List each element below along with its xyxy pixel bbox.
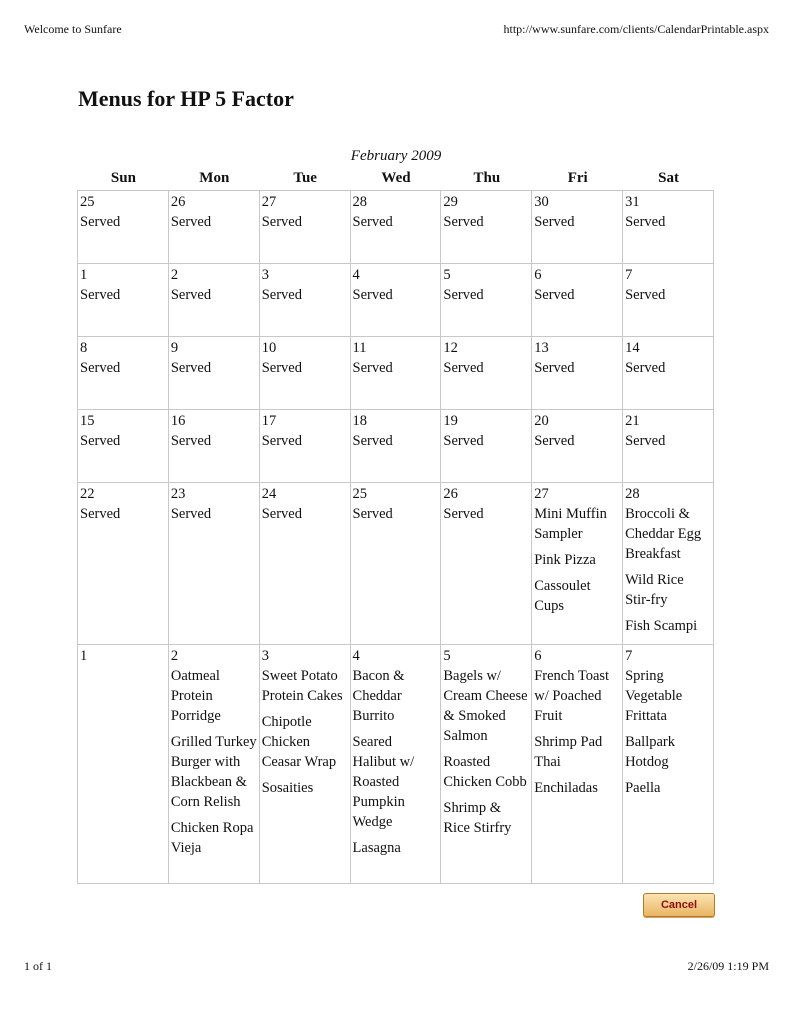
calendar-day-cell bbox=[259, 483, 350, 645]
day-number: 12 bbox=[443, 340, 458, 356]
menu-item: Oatmeal Protein Porridge bbox=[170, 668, 221, 724]
menu-item: Served bbox=[443, 506, 484, 522]
menu-item: Sosaities bbox=[261, 780, 314, 796]
menu-item: Served bbox=[352, 287, 393, 303]
cancel-button[interactable]: Cancel bbox=[643, 893, 715, 917]
day-number: 29 bbox=[443, 194, 458, 210]
calendar-day-cell bbox=[532, 264, 623, 337]
weekday-label: Tue bbox=[293, 170, 317, 186]
calendar-day-cell bbox=[350, 483, 441, 645]
day-number: 2 bbox=[170, 648, 179, 664]
calendar-day-cell bbox=[441, 410, 532, 483]
calendar-day-cell bbox=[259, 264, 350, 337]
menu-item: Served bbox=[352, 214, 393, 230]
menu-item: Grilled Turkey Burger with Blackbean & Corn Relish bbox=[170, 734, 257, 810]
day-number: 13 bbox=[534, 340, 549, 356]
calendar-day-cell bbox=[623, 337, 714, 410]
day-number: 4 bbox=[352, 648, 360, 664]
calendar-day-cell bbox=[532, 483, 623, 645]
menu-item: Chipotle Chicken Ceasar Wrap bbox=[261, 714, 337, 770]
calendar-day-cell bbox=[441, 191, 532, 264]
calendar-week-row bbox=[78, 645, 714, 884]
weekday-header bbox=[78, 170, 714, 187]
day-number: 14 bbox=[625, 340, 640, 356]
day-number: 3 bbox=[261, 267, 269, 283]
calendar-day-cell bbox=[350, 645, 441, 884]
calendar-week-row bbox=[78, 337, 714, 410]
menu-item: Served bbox=[80, 287, 121, 303]
menu-item: Served bbox=[261, 433, 302, 449]
calendar-day-cell bbox=[532, 645, 623, 884]
menu-item: Bagels w/ Cream Cheese & Smoked Salmon bbox=[443, 668, 528, 744]
menu-item: Served bbox=[261, 287, 302, 303]
menu-item: Served bbox=[261, 214, 302, 230]
day-number: 15 bbox=[80, 413, 95, 429]
day-number: 1 bbox=[80, 648, 88, 664]
day-number: 18 bbox=[352, 413, 368, 429]
calendar-day-cell bbox=[259, 337, 350, 410]
menu-item: Served bbox=[534, 214, 575, 230]
print-footer-timestamp: 2/26/09 1:19 PM bbox=[687, 959, 769, 973]
menu-item: Fish Scampi bbox=[625, 618, 698, 634]
day-number: 26 bbox=[443, 486, 458, 502]
day-number: 4 bbox=[352, 267, 360, 283]
menu-item: Served bbox=[170, 360, 212, 376]
menu-item: Served bbox=[625, 287, 666, 303]
day-number: 28 bbox=[625, 486, 640, 502]
calendar-day-cell bbox=[78, 337, 169, 410]
menu-item: Served bbox=[625, 433, 666, 449]
day-number: 5 bbox=[443, 648, 451, 664]
day-number: 24 bbox=[261, 486, 277, 502]
day-number: 1 bbox=[80, 267, 88, 283]
calendar-week-row bbox=[78, 264, 714, 337]
calendar-day-cell bbox=[623, 264, 714, 337]
weekday-label: Wed bbox=[381, 170, 411, 186]
menu-item: Served bbox=[443, 287, 484, 303]
menu-item: Served bbox=[443, 433, 484, 449]
menu-item: Served bbox=[625, 214, 666, 230]
day-number: 3 bbox=[261, 648, 269, 664]
menu-item: Served bbox=[170, 287, 212, 303]
day-number: 17 bbox=[261, 413, 277, 429]
menu-item: Pink Pizza bbox=[534, 552, 596, 568]
day-number: 20 bbox=[534, 413, 549, 429]
menu-item: Served bbox=[352, 433, 393, 449]
menu-item: Spring Vegetable Frittata bbox=[625, 668, 683, 724]
calendar-day-cell bbox=[441, 483, 532, 645]
menu-item: Served bbox=[170, 214, 212, 230]
menu-item: Served bbox=[352, 506, 393, 522]
day-number: 16 bbox=[170, 413, 186, 429]
calendar-day-cell bbox=[623, 645, 714, 884]
day-number: 10 bbox=[261, 340, 277, 356]
menu-item: Wild Rice Stir-fry bbox=[625, 572, 684, 608]
calendar-day-cell bbox=[78, 483, 169, 645]
calendar-day-cell bbox=[168, 191, 259, 264]
menu-item: Enchiladas bbox=[534, 780, 598, 796]
calendar-day-cell bbox=[441, 337, 532, 410]
menu-item: Roasted Chicken Cobb bbox=[443, 754, 527, 790]
day-number: 23 bbox=[170, 486, 186, 502]
day-number: 11 bbox=[352, 340, 367, 356]
day-number: 5 bbox=[443, 267, 451, 283]
menu-item: Served bbox=[170, 506, 212, 522]
day-number: 6 bbox=[534, 267, 542, 283]
menu-item: Served bbox=[261, 506, 302, 522]
menu-item: Served bbox=[534, 433, 575, 449]
day-number: 28 bbox=[352, 194, 368, 210]
calendar-day-cell bbox=[350, 264, 441, 337]
print-header-title: Welcome to Sunfare bbox=[24, 22, 122, 36]
day-number: 7 bbox=[625, 267, 633, 283]
menu-item: Ballpark Hotdog bbox=[625, 734, 675, 770]
day-number: 30 bbox=[534, 194, 549, 210]
menu-item: Shrimp Pad Thai bbox=[534, 734, 603, 770]
weekday-label: Thu bbox=[473, 170, 501, 186]
weekday-label: Fri bbox=[567, 170, 588, 186]
menu-calendar bbox=[77, 190, 714, 884]
print-header-url: http://www.sunfare.com/clients/CalendarPrintable.aspx bbox=[503, 22, 769, 36]
calendar-day-cell bbox=[168, 410, 259, 483]
menu-item: Served bbox=[352, 360, 393, 376]
menu-item: French Toast w/ Poached Fruit bbox=[534, 668, 610, 724]
day-number: 25 bbox=[80, 194, 95, 210]
day-number: 25 bbox=[352, 486, 368, 502]
menu-item: Shrimp & Rice Stirfry bbox=[443, 800, 512, 836]
calendar-day-cell bbox=[623, 483, 714, 645]
menu-item: Served bbox=[80, 433, 121, 449]
menu-item: Cassoulet Cups bbox=[534, 578, 591, 614]
calendar-day-cell bbox=[259, 645, 350, 884]
menu-item: Served bbox=[261, 360, 302, 376]
day-number: 21 bbox=[625, 413, 640, 429]
menu-item: Served bbox=[443, 360, 484, 376]
weekday-label: Mon bbox=[199, 170, 230, 186]
day-number: 9 bbox=[170, 340, 179, 356]
calendar-day-cell bbox=[78, 645, 169, 884]
menu-item: Mini Muffin Sampler bbox=[534, 506, 607, 542]
calendar-day-cell bbox=[623, 410, 714, 483]
calendar-day-cell bbox=[259, 410, 350, 483]
day-number: 2 bbox=[170, 267, 179, 283]
calendar-day-cell bbox=[623, 191, 714, 264]
menu-item: Served bbox=[80, 214, 121, 230]
calendar-day-cell bbox=[259, 191, 350, 264]
calendar-day-cell bbox=[78, 264, 169, 337]
menu-item: Sweet Potato Protein Cakes bbox=[261, 668, 343, 704]
weekday-label: Sun bbox=[110, 170, 136, 186]
day-number: 19 bbox=[443, 413, 458, 429]
calendar-day-cell bbox=[168, 645, 259, 884]
menu-item: Served bbox=[534, 360, 575, 376]
menu-item: Lasagna bbox=[352, 840, 401, 856]
calendar-week-row bbox=[78, 483, 714, 645]
day-number: 31 bbox=[625, 194, 640, 210]
calendar-day-cell bbox=[350, 337, 441, 410]
day-number: 8 bbox=[80, 340, 88, 356]
menu-item: Broccoli & Cheddar Egg Breakfast bbox=[625, 506, 702, 562]
calendar-day-cell bbox=[532, 337, 623, 410]
day-number: 27 bbox=[534, 486, 549, 502]
calendar-day-cell bbox=[168, 264, 259, 337]
menu-item: Paella bbox=[625, 780, 661, 796]
day-number: 22 bbox=[80, 486, 95, 502]
menu-item: Seared Halibut w/ Roasted Pumpkin Wedge bbox=[352, 734, 415, 830]
calendar-day-cell bbox=[78, 410, 169, 483]
menu-item: Served bbox=[170, 433, 212, 449]
day-number: 7 bbox=[625, 648, 633, 664]
day-number: 27 bbox=[261, 194, 277, 210]
month-label: February 2009 bbox=[350, 148, 442, 164]
menu-item: Served bbox=[443, 214, 484, 230]
print-footer-page-count: 1 of 1 bbox=[24, 959, 52, 973]
menu-item: Served bbox=[80, 360, 121, 376]
weekday-label: Sat bbox=[658, 170, 679, 186]
calendar-week-row bbox=[78, 410, 714, 483]
menu-item: Served bbox=[625, 360, 666, 376]
page-title: Menus for HP 5 Factor bbox=[78, 86, 294, 111]
calendar-day-cell bbox=[78, 191, 169, 264]
day-number: 26 bbox=[170, 194, 186, 210]
calendar-day-cell bbox=[441, 645, 532, 884]
calendar-day-cell bbox=[168, 483, 259, 645]
calendar-day-cell bbox=[350, 410, 441, 483]
calendar-day-cell bbox=[532, 410, 623, 483]
calendar-day-cell bbox=[350, 191, 441, 264]
menu-item: Served bbox=[534, 287, 575, 303]
calendar-day-cell bbox=[168, 337, 259, 410]
menu-item: Served bbox=[80, 506, 121, 522]
menu-item: Chicken Ropa Vieja bbox=[170, 820, 254, 856]
menu-item: Bacon & Cheddar Burrito bbox=[352, 668, 405, 724]
day-number: 6 bbox=[534, 648, 542, 664]
calendar-week-row bbox=[78, 191, 714, 264]
calendar-day-cell bbox=[532, 191, 623, 264]
calendar-day-cell bbox=[441, 264, 532, 337]
